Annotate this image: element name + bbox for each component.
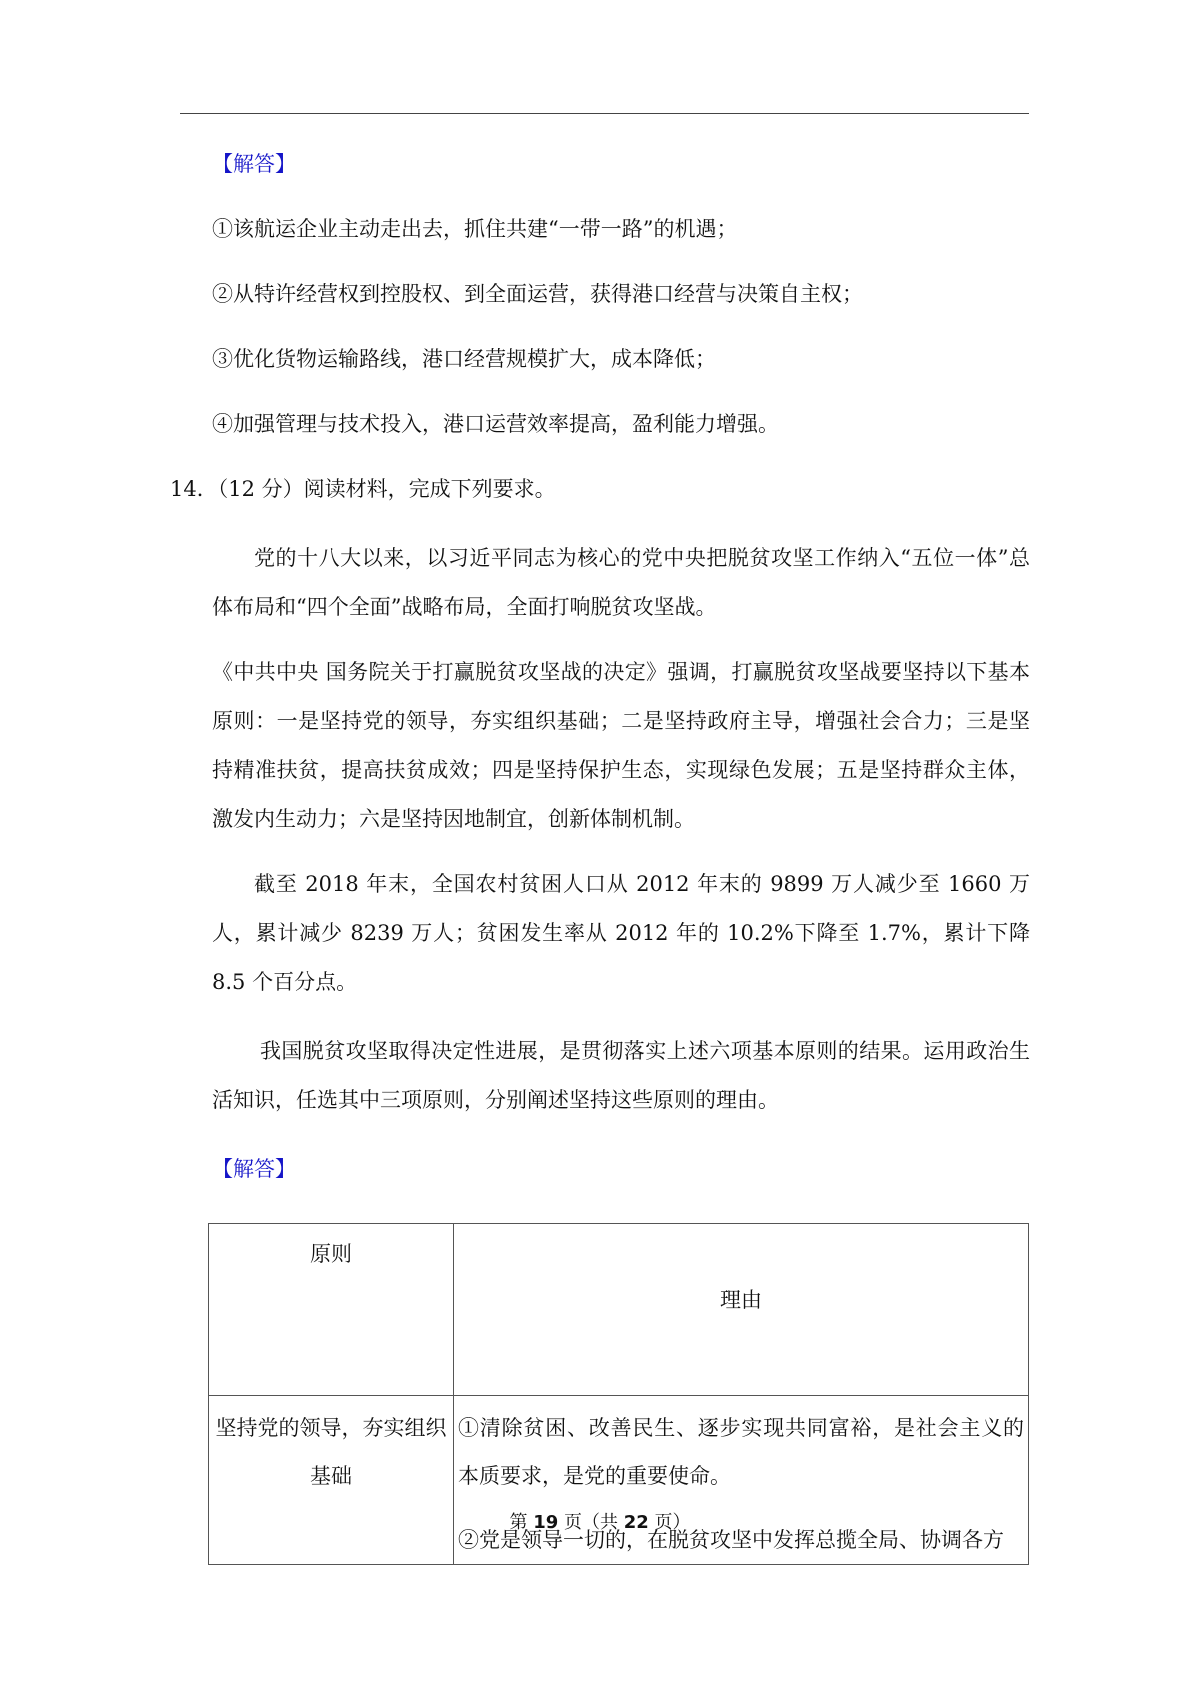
material-paragraph-2: 《中共中央 国务院关于打赢脱贫攻坚战的决定》强调，打赢脱贫攻坚战要坚持以下基本原则：一是坚持党的领导，夯实组织基础；二是坚持政府主导，增强社会合力；三是坚持精准扶贫，提高扶贫成效；四是坚持保护生态，实现绿色发展；五是坚持群众主体，激发内生动力；六是坚持因地制宜，创新体制机制。 [212,660,1030,831]
footer-middle: 页（共 [558,1512,624,1533]
current-page-number: 19 [533,1512,559,1533]
reason-point-1: ①清除贫困、改善民生、逐步实现共同富裕，是社会主义的本质要求，是党的重要使命。 [458,1416,1024,1488]
reason-cell [454,1396,1029,1565]
question-14-title: 14．（12 分）阅读材料，完成下列要求。 [170,477,556,501]
answer-point-3: ③优化货物运输路线，港口经营规模扩大，成本降低； [212,347,716,371]
header-rule [180,113,1029,114]
material-paragraph-1: 党的十八大以来，以习近平同志为核心的党中央把脱贫攻坚工作纳入“五位一体”总体布局和“四个全面”战略布局，全面打响脱贫攻坚战。 [212,546,1030,619]
footer-suffix: 页） [648,1512,691,1533]
answer-point-4: ④加强管理与技术投入，港口运营效率提高，盈利能力增强。 [212,412,779,436]
page-content [170,140,1030,1194]
table-row [209,1396,1029,1565]
q13-answer-block [180,140,1030,449]
footer-prefix: 第 [509,1512,534,1533]
q14-material [180,534,1030,1194]
table-header-row [209,1224,1029,1396]
header-reason: 理由 [454,1224,1029,1396]
answer-point-1: ①该航运企业主动走出去，抓住共建“一带一路”的机遇； [212,217,738,241]
answer-tag: 【解答】 [212,1157,296,1181]
principle-cell: 坚持党的领导，夯实组织基础 [209,1396,454,1565]
page-footer [0,1510,1200,1536]
material-paragraph-3: 截至 2018 年末，全国农村贫困人口从 2012 年末的 9899 万人减少至 1660 万人，累计减少 8239 万人；贫困发生率从 2012 年的 10.2%下降至 1.7%，累计下降 8.5 个百分点。 [212,872,1030,994]
header-principle: 原则 [209,1224,454,1396]
answer-tag: 【解答】 [212,152,296,176]
reason-point-2: ②党是领导一切的，在脱贫攻坚中发挥总揽全局、协调各方 [458,1528,1004,1552]
answer-point-2: ②从特许经营权到控股权、到全面运营，获得港口经营与决策自主权； [212,282,863,306]
question-prompt: 我国脱贫攻坚取得决定性进展，是贯彻落实上述六项基本原则的结果。运用政治生活知识，任选其中三项原则，分别阐述坚持这些原则的理由。 [212,1039,1030,1112]
total-page-number: 22 [623,1512,649,1533]
